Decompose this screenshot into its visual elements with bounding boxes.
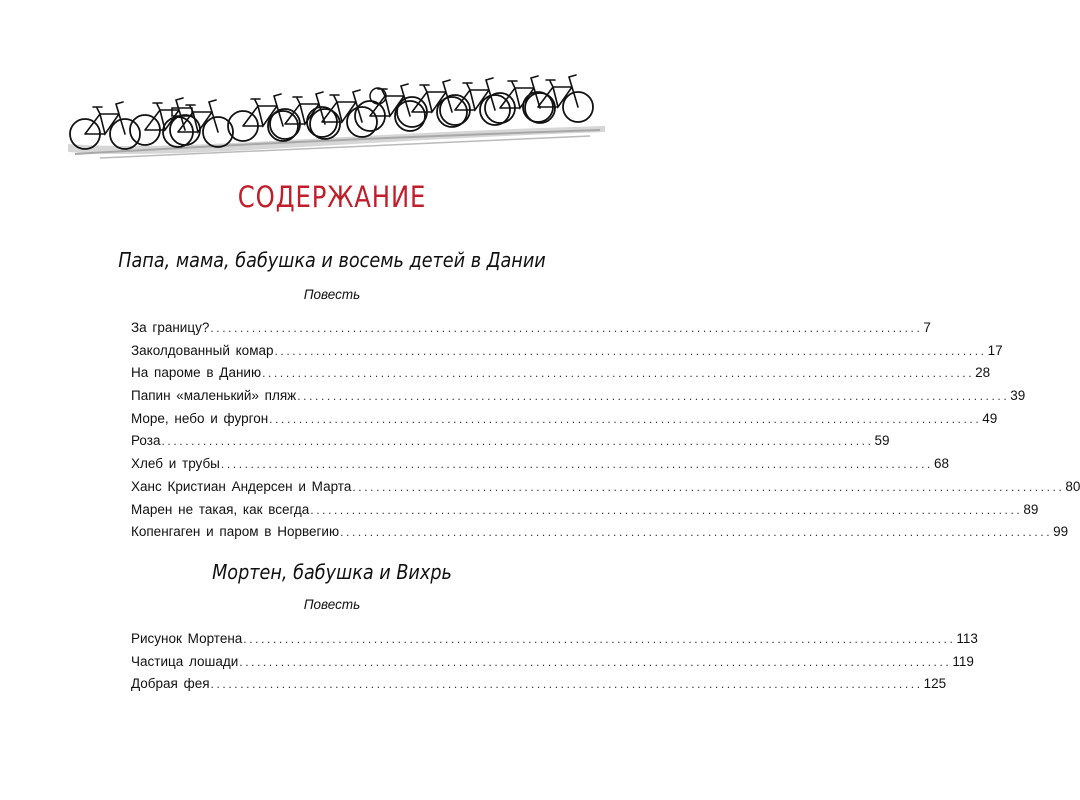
- section-title-2: Мортен, бабушка и Вихрь: [212, 560, 452, 584]
- toc-entry[interactable]: [131, 365, 991, 388]
- toc-entry-title: Марен не такая, как всегда: [131, 501, 310, 517]
- toc-entry[interactable]: [131, 342, 1003, 366]
- bicycles-sketch-icon: [60, 72, 610, 164]
- toc-leader: ........................................................................................................................: [161, 434, 874, 449]
- toc-entry[interactable]: [131, 478, 1080, 502]
- toc-leader: ........................................................................................................................: [220, 457, 933, 472]
- toc-entry-page: 119: [952, 653, 974, 669]
- toc-entry-title: Копенгаген и паром в Норвегию: [131, 524, 340, 540]
- toc-entry-title: Море, небо и фургон: [131, 410, 269, 426]
- toc-entry-page: 28: [975, 365, 991, 381]
- section-title-1: Папа, мама, бабушка и восемь детей в Дании: [118, 248, 546, 272]
- toc-entry-page: 7: [923, 320, 931, 335]
- toc-entry[interactable]: [131, 653, 974, 677]
- toc-entry-page: 68: [933, 456, 949, 472]
- toc-entry-page: 59: [874, 433, 890, 449]
- toc-entry[interactable]: [131, 524, 1069, 547]
- toc-leader: ........................................................................................................................: [269, 411, 982, 426]
- toc-entry-page: 89: [1023, 501, 1039, 517]
- section-subtitle-2: Повесть: [303, 597, 361, 612]
- toc-entry-title: Заколдованный комар: [131, 342, 274, 358]
- toc-entry[interactable]: [131, 433, 890, 456]
- toc-leader: ........................................................................................................................: [340, 525, 1053, 540]
- toc-leader: ........................................................................................................................: [352, 479, 1065, 494]
- toc-entry[interactable]: [131, 388, 1026, 411]
- page-title: СОДЕРЖАНИЕ: [237, 180, 427, 214]
- toc-entry-title: Роза: [131, 433, 161, 449]
- toc-leader: ........................................................................................................................: [210, 677, 923, 692]
- toc-leader: ........................................................................................................................: [262, 366, 975, 381]
- toc-entry-title: Ханс Кристиан Андерсен и Марта: [131, 478, 352, 494]
- toc-entry-title: Добрая фея: [131, 676, 210, 692]
- toc-entry-page: 17: [987, 342, 1003, 358]
- toc-entry-title: Хлеб и трубы: [131, 456, 220, 472]
- toc-entry[interactable]: [131, 320, 931, 343]
- toc-list-2: [131, 631, 978, 699]
- toc-entry[interactable]: [131, 410, 998, 434]
- toc-entry-title: За границу?: [131, 320, 210, 335]
- toc-leader: ........................................................................................................................: [274, 343, 987, 358]
- toc-leader: ........................................................................................................................: [243, 632, 956, 646]
- toc-entry[interactable]: [131, 676, 947, 699]
- toc-entry-title: Частица лошади: [131, 653, 239, 669]
- toc-leader: ........................................................................................................................: [310, 502, 1023, 517]
- toc-entry[interactable]: [131, 456, 949, 479]
- toc-entry-page: 99: [1053, 524, 1069, 540]
- toc-entry[interactable]: [131, 631, 978, 654]
- toc-entry-page: 80: [1065, 478, 1080, 494]
- toc-list-1: [131, 320, 1080, 547]
- toc-leader: ........................................................................................................................: [210, 321, 923, 335]
- toc-entry-page: 39: [1010, 388, 1026, 404]
- toc-leader: ........................................................................................................................: [297, 389, 1010, 404]
- toc-entry-page: 113: [956, 631, 978, 646]
- toc-entry[interactable]: [131, 501, 1039, 525]
- toc-entry-title: На пароме в Данию: [131, 365, 262, 381]
- section-subtitle-1: Повесть: [303, 287, 361, 302]
- toc-entry-title: Папин «маленький» пляж: [131, 388, 297, 404]
- toc-entry-page: 125: [923, 676, 947, 692]
- toc-entry-title: Рисунок Мортена: [131, 631, 243, 646]
- toc-leader: ........................................................................................................................: [239, 654, 952, 669]
- toc-entry-page: 49: [982, 410, 998, 426]
